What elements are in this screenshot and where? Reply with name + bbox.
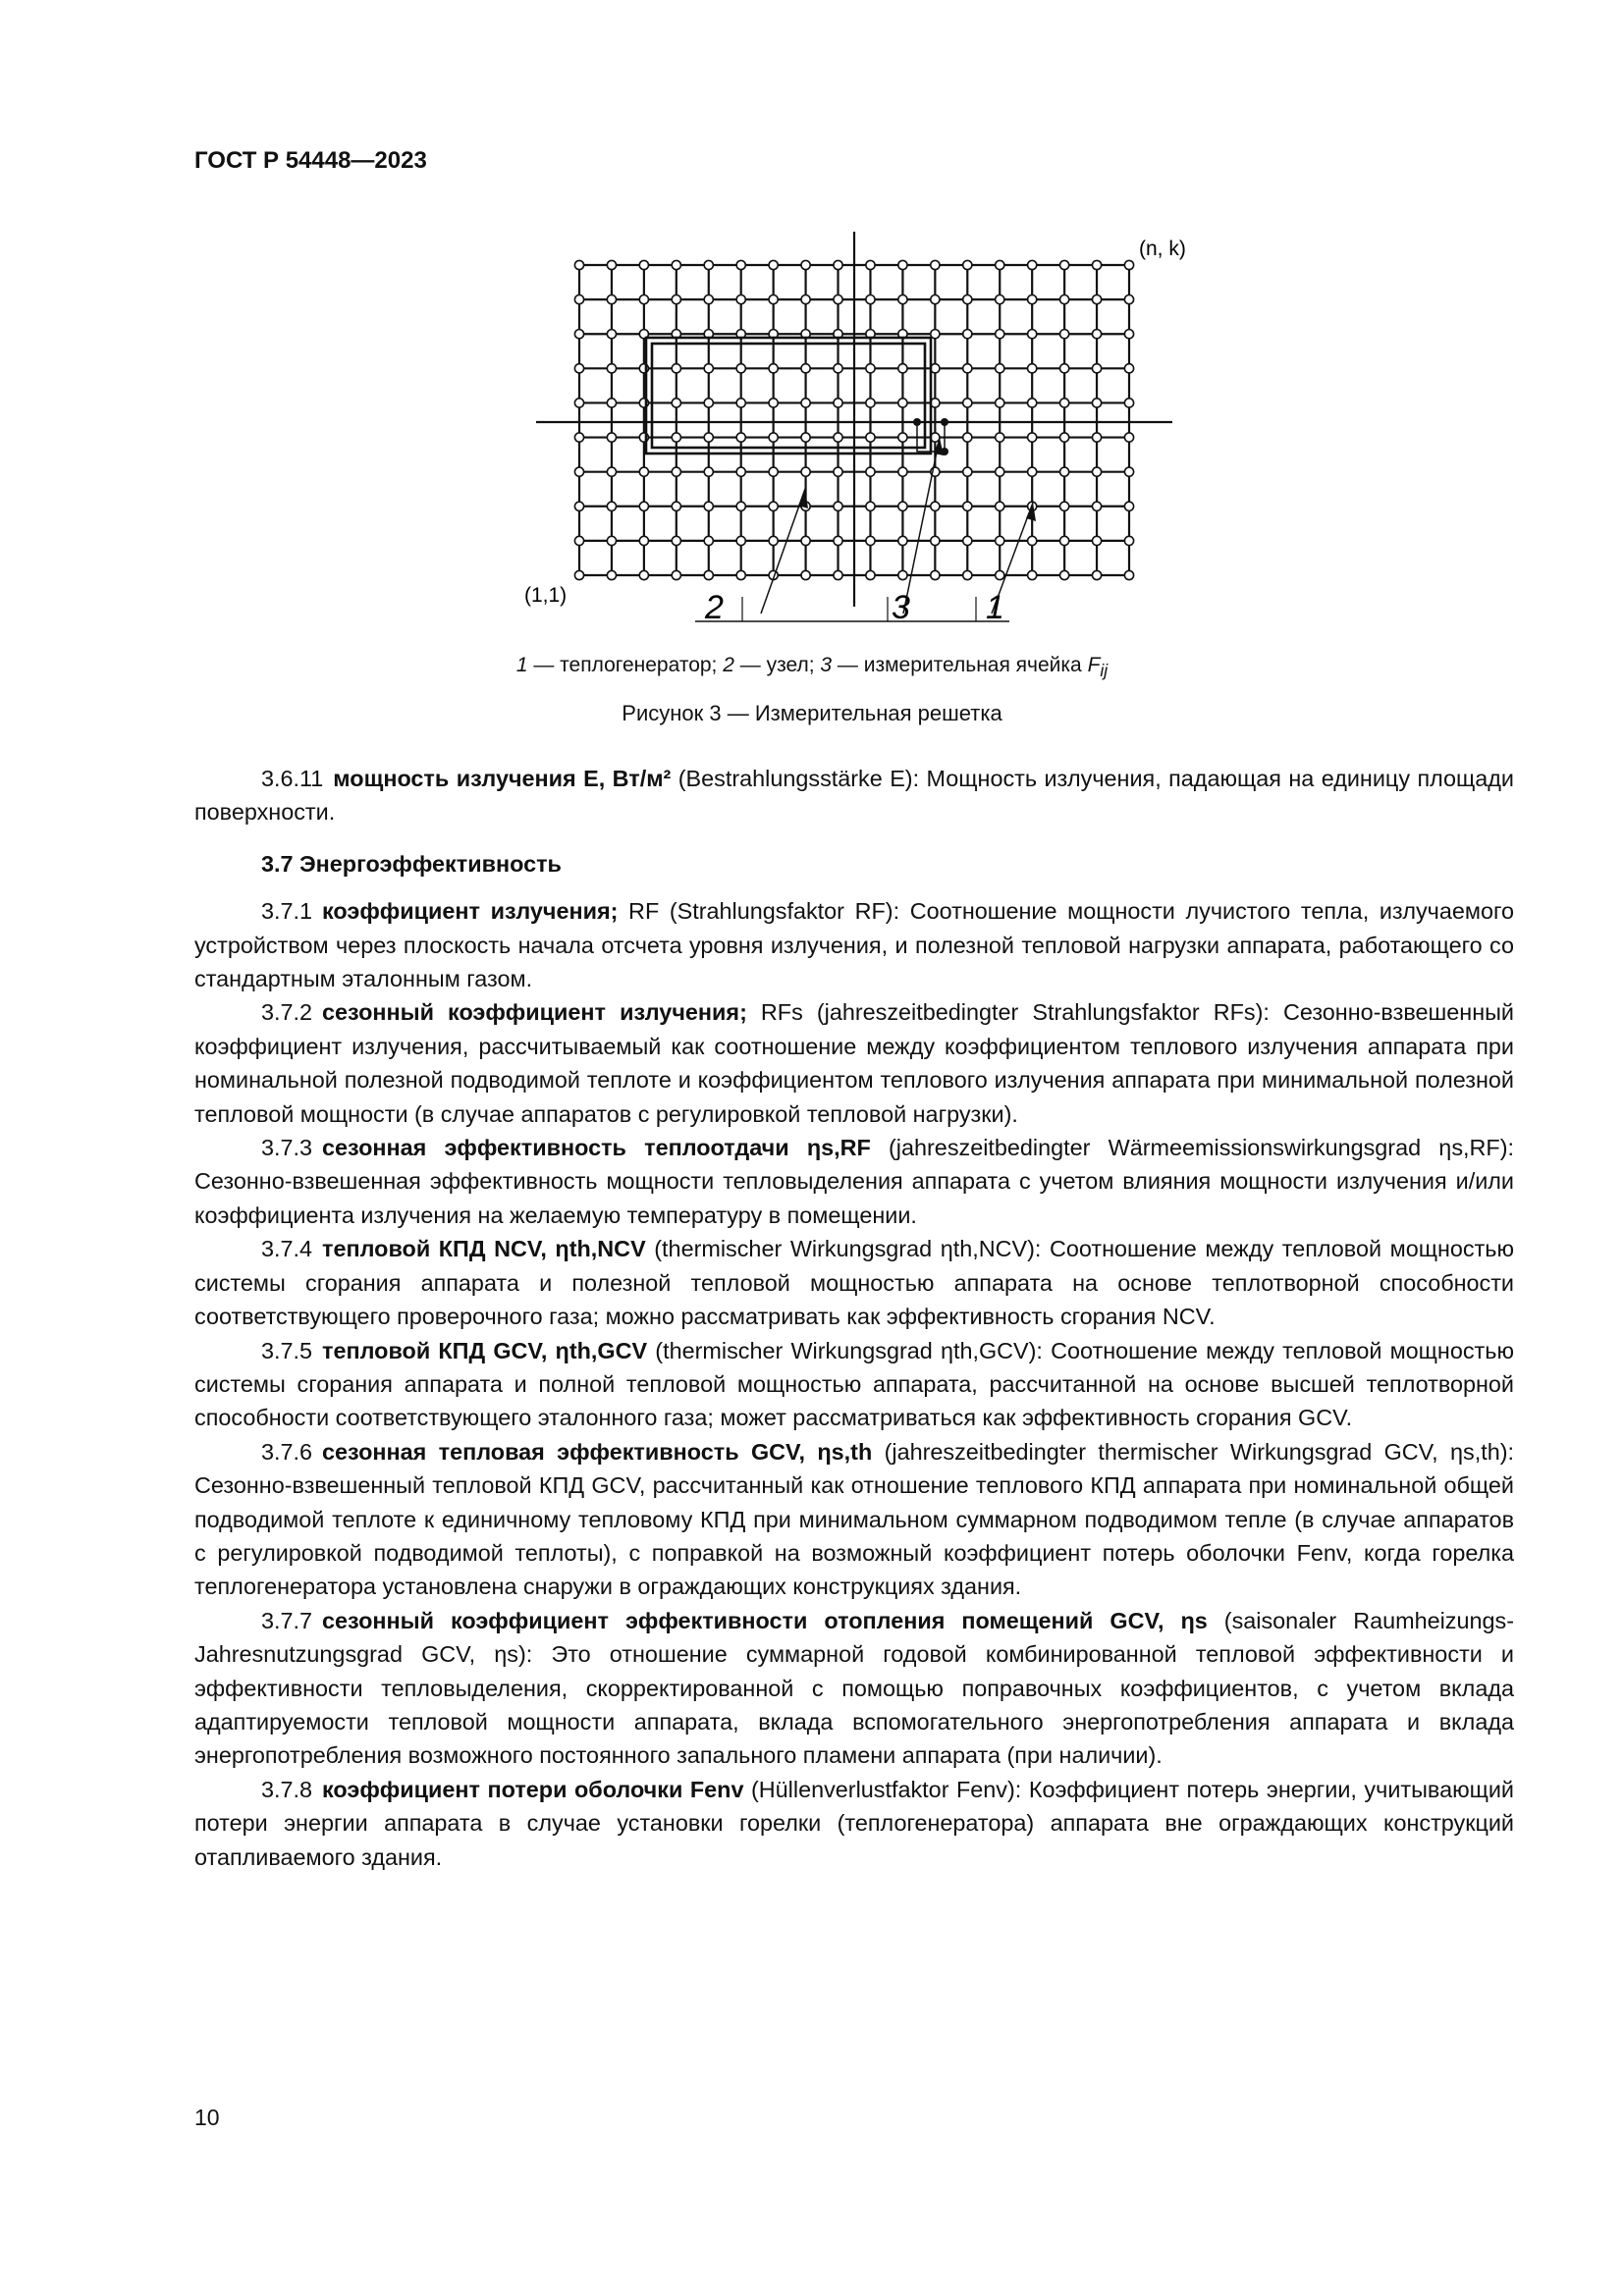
grid-node	[834, 295, 842, 304]
grid-node	[1028, 330, 1037, 339]
corner-label-bottom: (1,1)	[524, 584, 568, 607]
grid-node	[1060, 330, 1069, 339]
grid-node	[607, 295, 616, 304]
grid-node	[963, 399, 972, 407]
term-name: сезонный коэффициент излучения;	[322, 999, 747, 1026]
grid-node	[607, 399, 616, 407]
term-definition	[194, 995, 1514, 1131]
grid-node	[736, 433, 745, 442]
grid-node	[736, 295, 745, 304]
term-number: 3.6.11	[261, 766, 324, 791]
grid-node	[1060, 260, 1069, 269]
grid-node	[963, 260, 972, 269]
grid-node	[801, 433, 810, 442]
grid-node	[801, 467, 810, 476]
grid-node	[672, 260, 680, 269]
legend-text: — теплогенератор;	[527, 654, 724, 676]
grid-node	[801, 260, 810, 269]
term-name: сезонная эффективность теплоотдачи ηs,RF	[322, 1135, 871, 1161]
grid-node	[834, 260, 842, 269]
grid-node	[1124, 467, 1133, 476]
grid-node	[996, 536, 1004, 545]
grid-node	[607, 536, 616, 545]
grid-node	[866, 399, 875, 407]
grid-node	[996, 502, 1004, 510]
term-number: 3.7.5	[261, 1337, 313, 1363]
grid-node	[1028, 295, 1037, 304]
grid-node	[898, 295, 907, 304]
grid-node	[1028, 536, 1037, 545]
grid-node	[607, 330, 616, 339]
grid-node	[639, 570, 648, 579]
grid-node	[1124, 260, 1133, 269]
grid-node	[834, 502, 842, 510]
grid-node	[607, 570, 616, 579]
grid-node	[574, 467, 583, 476]
grid-node	[963, 467, 972, 476]
grid-node	[931, 260, 940, 269]
grid-node	[607, 364, 616, 373]
grid-node	[769, 433, 778, 442]
term-name: сезонная тепловая эффективность GCV, ηs,th	[322, 1438, 873, 1465]
grid-node	[1124, 536, 1133, 545]
term-number: 3.7.4	[261, 1236, 313, 1262]
grid-node	[672, 536, 680, 545]
grid-node	[866, 502, 875, 510]
figure-legend	[0, 654, 1624, 681]
grid-node	[1092, 433, 1101, 442]
grid-node	[769, 295, 778, 304]
grid-node	[672, 364, 680, 373]
term-definition-text: Соотношение между тепловой мощностью системы сгорания аппарата и полной тепловой мощностью аппарата, рассчитанной на основе высшей теплотворной способности соответствующего эталонного газа; может рассматриваться как эффективность сгорания GCV.	[194, 1337, 1514, 1431]
grid-node	[672, 399, 680, 407]
cell-node-dot	[913, 418, 921, 426]
grid-node	[574, 364, 583, 373]
grid-node	[1060, 467, 1069, 476]
term-definition	[194, 762, 1514, 829]
grid-node	[1060, 536, 1069, 545]
legend-symbol-subscript: ij	[1100, 661, 1109, 681]
grid-node	[1060, 570, 1069, 579]
document-body	[194, 762, 1514, 1874]
grid-node	[607, 502, 616, 510]
grid-node	[963, 570, 972, 579]
grid-node	[1092, 260, 1101, 269]
grid-node	[1060, 399, 1069, 407]
term-german: (thermischer Wirkungsgrad ηth,NCV):	[645, 1236, 1042, 1262]
grid-node	[801, 399, 810, 407]
grid-node	[898, 570, 907, 579]
legend-text: — измерительная ячейка	[832, 654, 1088, 676]
grid-node	[1060, 295, 1069, 304]
grid-node	[672, 295, 680, 304]
legend-number: 2	[723, 654, 734, 676]
term-number: 3.7.6	[261, 1438, 313, 1465]
grid-node	[672, 433, 680, 442]
grid-node	[672, 502, 680, 510]
term-number: 3.7.1	[261, 898, 313, 925]
term-definition-text: Сезонно-взвешенный тепловой КПД GCV, рассчитанный как отношение теплового КПД аппарата при номинальной общей подводимой теплоте к единичному тепловому КПД при минимальном суммарном подводимом тепле (в случае аппаратов с регулировкой подводимой теплоты), с поправкой на возможный коэффициент потерь оболочки Fenv, когда горелка теплогенератора установлена снаружи в ограждающих конструкциях здания.	[194, 1472, 1514, 1600]
grid-node	[1028, 570, 1037, 579]
leader-line-2	[761, 489, 805, 614]
measurement-grid-figure	[511, 224, 1186, 636]
grid-node	[639, 295, 648, 304]
grid-node	[1092, 295, 1101, 304]
page-number: 10	[194, 2105, 220, 2130]
grid-node	[866, 570, 875, 579]
grid-node	[704, 536, 713, 545]
grid-node	[996, 570, 1004, 579]
grid-node	[607, 433, 616, 442]
term-definition-text: Соотношение мощности лучистого тепла, излучаемого устройством через плоскость начала отсчета уровня излучения, и полезной тепловой нагрузки аппарата, работающего со стандартным эталонным газом.	[194, 898, 1515, 992]
grid-node	[963, 295, 972, 304]
callout-number-1: 1	[986, 589, 1004, 626]
term-definition-text: Сезонно-взвешенная эффективность мощности тепловыделения аппарата с учетом влияния мощности излучения и/или коэффициента излучения на желаемую температуру в помещении.	[194, 1168, 1514, 1228]
term-definition-text: Мощность излучения, падающая на единицу площади поверхности.	[194, 766, 1514, 826]
grid-node	[996, 433, 1004, 442]
grid-node	[704, 295, 713, 304]
grid-node	[1060, 502, 1069, 510]
grid-node	[931, 502, 940, 510]
term-number: 3.7.3	[261, 1135, 313, 1161]
term-name: коэффициент потери оболочки Fenv	[322, 1776, 744, 1802]
grid-node	[963, 330, 972, 339]
grid-node	[866, 536, 875, 545]
grid-node	[963, 502, 972, 510]
grid-node	[736, 536, 745, 545]
grid-node	[574, 330, 583, 339]
grid-node	[574, 502, 583, 510]
grid-node	[834, 536, 842, 545]
grid-node	[639, 467, 648, 476]
grid-node	[866, 260, 875, 269]
term-german: (thermischer Wirkungsgrad ηth,GCV):	[647, 1337, 1043, 1363]
grid-node	[704, 399, 713, 407]
term-definition-text: Соотношение между тепловой мощностью системы сгорания аппарата и полезной тепловой мощностью аппарата на основе теплотворной способности соответствующего проверочного газа; можно рассматривать как эффективность сгорания NCV.	[194, 1236, 1515, 1330]
term-number: 3.7.7	[261, 1607, 313, 1633]
grid-node	[574, 260, 583, 269]
term-definition	[194, 1773, 1514, 1874]
legend-number: 3	[820, 654, 833, 676]
grid-node	[769, 364, 778, 373]
grid-node	[1028, 399, 1037, 407]
grid-node	[574, 295, 583, 304]
legend-text: — узел;	[733, 654, 821, 676]
grid-node	[1124, 399, 1133, 407]
grid-node	[704, 433, 713, 442]
term-definition	[194, 1131, 1514, 1232]
heater-outer-rect	[646, 338, 931, 454]
grid-node	[1092, 536, 1101, 545]
grid-node	[963, 433, 972, 442]
term-name: сезонный коэффициент эффективности отопления помещений GCV, ηs	[322, 1607, 1208, 1633]
grid-node	[898, 399, 907, 407]
grid-node	[801, 536, 810, 545]
corner-label-top: (n, k)	[1139, 238, 1186, 260]
grid-node	[769, 536, 778, 545]
grid-node	[866, 467, 875, 476]
grid-node	[639, 502, 648, 510]
term-german: (Hüllenverlustfaktor Fenv):	[743, 1776, 1022, 1802]
grid-node	[996, 330, 1004, 339]
grid-node	[996, 399, 1004, 407]
grid-node	[1124, 570, 1133, 579]
term-german: (jahreszeitbedingter thermischer Wirkungsgrad GCV, ηs,th):	[872, 1438, 1514, 1465]
grid-node	[898, 433, 907, 442]
grid-node	[639, 536, 648, 545]
section-heading: 3.7 Энергоэффективность	[261, 850, 562, 877]
grid-node	[898, 467, 907, 476]
grid-node	[704, 467, 713, 476]
grid-node	[672, 570, 680, 579]
grid-node	[996, 260, 1004, 269]
grid-node	[834, 364, 842, 373]
grid-node	[672, 467, 680, 476]
grid-node	[769, 260, 778, 269]
term-number: 3.7.2	[261, 999, 313, 1026]
term-definition	[194, 1604, 1514, 1773]
grid-node	[639, 260, 648, 269]
term-german: RFs (jahreszeitbedingter Strahlungsfaktor RFs):	[746, 999, 1270, 1026]
grid-node	[574, 399, 583, 407]
grid-node	[607, 467, 616, 476]
legend-number: 1	[515, 654, 528, 676]
grid-node	[963, 364, 972, 373]
grid-node	[963, 536, 972, 545]
grid-node	[1124, 433, 1133, 442]
grid-node	[704, 260, 713, 269]
grid-node	[898, 502, 907, 510]
term-definition	[194, 1334, 1514, 1435]
term-name: мощность излучения E, Вт/м²	[333, 766, 672, 791]
grid-node	[574, 536, 583, 545]
term-german: (Bestrahlungsstärke E):	[671, 766, 920, 791]
term-definition-text: Это отношение суммарной годовой комбинированной тепловой эффективности и эффективности тепловыделения, скорректированной с помощью поправочных коэффициентов, с учетом вклада адаптируемости тепловой мощности аппарата, вклада вспомогательного энергопотребления аппарата и вклада энергопотребления возможного постоянного запального пламени аппарата (при наличии).	[194, 1641, 1514, 1769]
figure-caption: Рисунок 3 — Измерительная решетка	[622, 701, 1002, 725]
grid-node	[1124, 364, 1133, 373]
term-definition	[194, 894, 1514, 995]
grid-node	[736, 364, 745, 373]
term-definition-text: Коэффициент потерь энергии, учитывающий потери энергии аппарата в случае установки горелки (теплогенератора) аппарата вне ограждающих конструкций отапливаемого здания.	[194, 1776, 1514, 1870]
grid-node	[769, 467, 778, 476]
grid-node	[1092, 330, 1101, 339]
term-definition	[194, 1232, 1514, 1333]
grid-node	[866, 295, 875, 304]
grid-node	[1124, 295, 1133, 304]
grid-node	[1028, 467, 1037, 476]
heater-inner-rect	[652, 344, 925, 448]
grid-node	[996, 295, 1004, 304]
grid-node	[1060, 433, 1069, 442]
grid-node	[704, 570, 713, 579]
grid-node	[931, 295, 940, 304]
grid-node	[898, 536, 907, 545]
grid-node	[898, 364, 907, 373]
grid-node	[898, 260, 907, 269]
grid-node	[1092, 364, 1101, 373]
grid-node	[574, 433, 583, 442]
grid-node	[1092, 467, 1101, 476]
legend-symbol: F	[1087, 654, 1101, 676]
grid-node	[1092, 570, 1101, 579]
grid-node	[931, 536, 940, 545]
grid-node	[996, 364, 1004, 373]
grid-node	[801, 295, 810, 304]
grid-node	[1124, 330, 1133, 339]
grid-node	[1124, 502, 1133, 510]
term-german: (saisonaler Raumheizungs-Jahresnutzungsgrad GCV, ηs):	[194, 1607, 1515, 1668]
grid-node	[996, 467, 1004, 476]
grid-node	[866, 433, 875, 442]
term-name: тепловой КПД NCV, ηth,NCV	[322, 1236, 646, 1262]
term-number: 3.7.8	[261, 1776, 313, 1802]
grid-node	[834, 570, 842, 579]
grid-node	[574, 570, 583, 579]
grid-node	[1028, 433, 1037, 442]
grid-node	[736, 502, 745, 510]
grid-node	[704, 502, 713, 510]
term-german: (jahreszeitbedingter Wärmeemissionswirkungsgrad ηs,RF):	[870, 1135, 1514, 1161]
grid-node	[1092, 502, 1101, 510]
grid-node	[1028, 260, 1037, 269]
term-name: тепловой КПД GCV, ηth,GCV	[322, 1337, 648, 1363]
grid-node	[834, 399, 842, 407]
grid-node	[834, 467, 842, 476]
term-definition	[194, 1435, 1514, 1604]
grid-node	[931, 570, 940, 579]
callout-number-2: 2	[705, 589, 724, 626]
grid-node	[607, 260, 616, 269]
grid-node	[1028, 364, 1037, 373]
grid-node	[834, 433, 842, 442]
term-definition-text: Сезонно-взвешенный коэффициент излучения, рассчитываемый как соотношение между коэффициентом теплового излучения аппарата при номинальной полезной подводимой теплоте и коэффициентом теплового излучения аппарата при минимальной полезной тепловой мощности (в случае аппаратов с регулировкой тепловой нагрузки).	[194, 999, 1514, 1127]
grid-node	[1092, 399, 1101, 407]
document-header: ГОСТ Р 54448—2023	[194, 147, 427, 174]
grid-node	[769, 502, 778, 510]
grid-node	[801, 570, 810, 579]
callout-number-3: 3	[892, 589, 910, 626]
grid-node	[769, 399, 778, 407]
grid-node	[801, 364, 810, 373]
grid-node	[704, 364, 713, 373]
grid-node	[736, 399, 745, 407]
grid-node	[1060, 364, 1069, 373]
grid-node	[736, 570, 745, 579]
grid-node	[736, 467, 745, 476]
grid-node	[736, 260, 745, 269]
grid-node	[866, 364, 875, 373]
term-german: RF (Strahlungsfaktor RF):	[618, 898, 900, 925]
cell-node-dot	[941, 418, 948, 426]
term-name: коэффициент излучения;	[322, 898, 619, 925]
